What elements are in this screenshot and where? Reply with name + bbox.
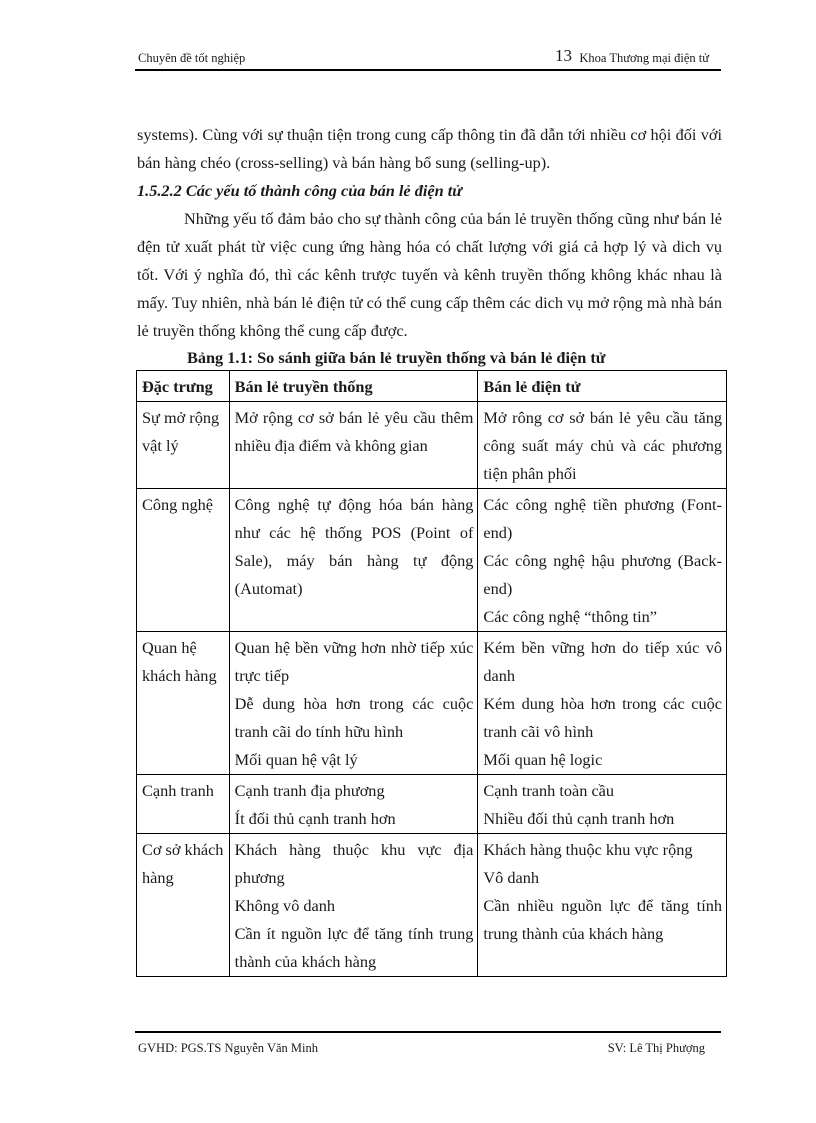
cell-line: Nhiều đối thủ cạnh tranh hơn [483,809,675,828]
table-caption: Bảng 1.1: So sánh giữa bán lẻ truyền thống và bán lẻ điện tử [187,348,606,367]
cell-line: Kém bền vững hơn do tiếp xúc vô danh [483,638,722,685]
feature-cell: Cạnh tranh [137,775,230,834]
electronic-cell [478,489,727,632]
traditional-cell [229,775,478,834]
table-row [137,402,727,489]
paragraph-success-factors: Những yếu tố đảm bảo cho sự thành công của bán lẻ truyền thống cũng như bán lẻ đện tử xuất phát từ việc cung ứng hàng hóa có chất lượng với giá cả hợp lý và dich vụ tốt. Với ý nghĩa đó, thì các kênh trược tuyến và kênh truyền thống không khác nhau là mấy. Tuy nhiên, nhà bán lẻ điện tử có thể cung cấp thêm các dich vụ mở rộng mà nhà bán lẻ truyền thống không thể cung cấp được. [137,209,722,340]
feature-cell: Công nghệ [137,489,230,632]
footer-student: SV: Lê Thị Phượng [607,1041,705,1055]
cell-line: Mở rộng cơ sở bán lẻ yêu cầu thêm nhiều địa điểm và không gian [234,408,474,455]
electronic-cell [478,402,727,489]
cell-line: Mối quan hệ logic [483,750,603,769]
cell-line: Cạnh tranh địa phương [234,781,385,800]
electronic-cell [478,775,727,834]
table-row [137,775,727,834]
cell-line: Khách hàng thuộc khu vực rộng [483,840,693,859]
cell-line: Cần nhiều nguồn lực để tăng tính trung thành của khách hàng [483,896,722,943]
electronic-cell [478,632,727,775]
page-content [137,121,722,977]
cell-line: Quan hệ bền vững hơn nhờ tiếp xúc trực tiếp [234,638,474,685]
page-footer [135,1031,721,1055]
header-document-type: Chuyên đề tốt nghiệp [138,51,246,65]
feature-cell: Sự mở rộng vật lý [137,402,230,489]
cell-line: Dễ dung hòa hơn trong các cuộc tranh cãi do tính hữu hình [234,694,474,741]
header-cell-feature: Đặc trưng [137,371,230,402]
page-header [135,47,721,71]
table-row [137,834,727,977]
header-faculty: Khoa Thương mại điện tử [579,51,709,65]
feature-cell: Quan hệ khách hàng [137,632,230,775]
table-row [137,489,727,632]
section-heading: 1.5.2.2 Các yếu tố thành công của bán lẻ điện tử [137,181,462,200]
cell-line: Không vô danh [234,896,336,915]
cell-line: Các công nghệ hậu phương (Back-end) [483,551,722,598]
table-row [137,632,727,775]
header-cell-electronic: Bán lẻ điện tử [478,371,727,402]
cell-line: Vô danh [483,868,540,887]
cell-line: Ít đối thủ cạnh tranh hơn [234,809,396,828]
traditional-cell [229,402,478,489]
cell-line: Kém dung hòa hơn trong các cuộc tranh cãi vô hình [483,694,722,741]
comparison-table [136,370,727,977]
traditional-cell [229,632,478,775]
traditional-cell [229,489,478,632]
feature-cell: Cơ sở khách hàng [137,834,230,977]
footer-supervisor: GVHD: PGS.TS Nguyễn Văn Minh [138,1041,318,1055]
cell-line: Cạnh tranh toàn cầu [483,781,615,800]
cell-line: Mở rông cơ sở bán lẻ yêu cầu tăng công suất máy chủ và các phương tiện phân phối [483,408,722,483]
cell-line: Khách hàng thuộc khu vực địa phương [234,840,474,887]
cell-line: Các công nghệ “thông tin” [483,607,658,626]
cell-line: Công nghệ tự động hóa bán hàng như các hệ thống POS (Point of Sale), máy bán hàng tự động (Automat) [234,495,474,598]
traditional-cell [229,834,478,977]
electronic-cell [478,834,727,977]
cell-line: Các công nghệ tiền phương (Font-end) [483,495,722,542]
cell-line: Mối quan hệ vật lý [234,750,358,769]
paragraph-intro: systems). Cùng với sự thuận tiện trong cung cấp thông tin đã dẫn tới nhiều cơ hội đối với bán hàng chéo (cross-selling) và bán hàng bổ sung (selling-up). [137,125,722,172]
cell-line: Cần ít nguồn lực để tăng tính trung thành của khách hàng [234,924,474,971]
table-header-row [137,371,727,402]
header-cell-traditional: Bán lẻ truyền thống [229,371,478,402]
page-number: 13 [555,46,572,65]
